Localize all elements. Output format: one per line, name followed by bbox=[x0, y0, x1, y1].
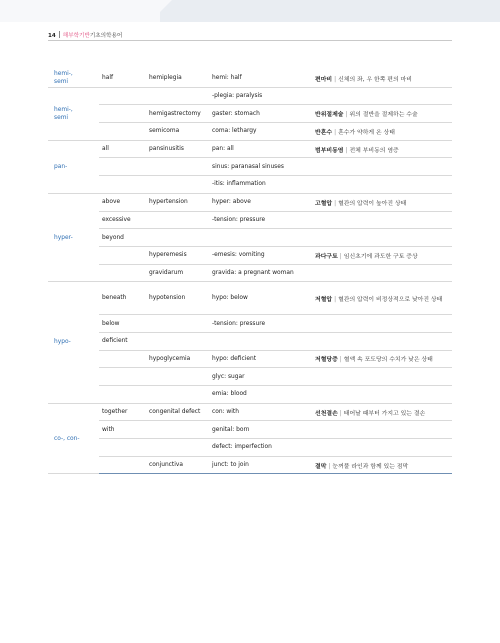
analysis-cell: genital: born bbox=[209, 421, 312, 439]
korean-term: 고혈압 bbox=[315, 200, 333, 207]
prefix-cell bbox=[48, 193, 99, 281]
korean-cell bbox=[312, 368, 452, 386]
prefix-text: pan- bbox=[54, 163, 68, 170]
top-tab-edge bbox=[150, 0, 172, 22]
korean-definition: 태어날 때부터 가지고 있는 결손 bbox=[343, 410, 426, 417]
korean-cell bbox=[312, 386, 452, 404]
top-tab bbox=[0, 0, 160, 22]
analysis-cell: -tension: pressure bbox=[209, 315, 312, 333]
prefix-text: hyper- bbox=[54, 234, 73, 241]
korean-term: 편마비 bbox=[315, 76, 333, 83]
separator: | bbox=[339, 410, 342, 417]
korean-cell bbox=[312, 70, 452, 87]
table-row bbox=[48, 158, 452, 176]
korean-cell bbox=[312, 176, 452, 194]
separator: | bbox=[339, 253, 342, 260]
korean-cell bbox=[312, 87, 452, 105]
term-cell bbox=[146, 176, 209, 194]
korean-definition: 혈관의 압력이 높아진 상태 bbox=[338, 200, 407, 207]
korean-term: 과다구토 bbox=[315, 253, 338, 260]
separator: | bbox=[334, 296, 337, 303]
meaning-cell bbox=[99, 176, 146, 194]
prefix-text: semi bbox=[54, 79, 69, 86]
running-header bbox=[48, 31, 122, 39]
analysis-cell: glyc: sugar bbox=[209, 368, 312, 386]
korean-definition: 위의 절반을 절제하는 수술 bbox=[349, 112, 418, 119]
meaning-cell: half bbox=[99, 70, 146, 87]
korean-cell bbox=[312, 246, 452, 264]
meaning-cell bbox=[99, 123, 146, 141]
korean-term: 범부비동염 bbox=[315, 147, 344, 154]
prefix-cell bbox=[48, 87, 99, 140]
korean-definition: 혈관의 압력이 비정상적으로 낮아진 상태 bbox=[338, 296, 443, 303]
korean-definition: 눈꺼풀 라인과 함께 있는 점막 bbox=[332, 463, 409, 470]
prefix-cell bbox=[48, 140, 99, 193]
analysis-cell: coma: lethargy bbox=[209, 123, 312, 141]
analysis-cell: gravida: a pregnant woman bbox=[209, 264, 312, 282]
table-row bbox=[48, 456, 452, 474]
term-cell bbox=[146, 229, 209, 247]
analysis-cell: hyper: above bbox=[209, 193, 312, 211]
meaning-cell bbox=[99, 439, 146, 457]
analysis-cell: pan: all bbox=[209, 140, 312, 158]
prefix-cell bbox=[48, 282, 99, 403]
korean-cell bbox=[312, 211, 452, 229]
term-cell bbox=[146, 211, 209, 229]
meaning-cell: excessive bbox=[99, 211, 146, 229]
korean-cell bbox=[312, 350, 452, 368]
korean-cell bbox=[312, 282, 452, 315]
table-row bbox=[48, 282, 452, 315]
korean-cell bbox=[312, 123, 452, 141]
analysis-cell: con: with bbox=[209, 403, 312, 421]
table-row bbox=[48, 350, 452, 368]
korean-cell bbox=[312, 105, 452, 123]
korean-cell bbox=[312, 421, 452, 439]
meaning-cell bbox=[99, 246, 146, 264]
analysis-cell: hypo: below bbox=[209, 282, 312, 315]
term-cell: hemiplegia bbox=[146, 70, 209, 87]
meaning-cell: above bbox=[99, 193, 146, 211]
header-rule bbox=[48, 40, 452, 41]
term-cell bbox=[146, 87, 209, 105]
korean-cell bbox=[312, 158, 452, 176]
term-cell bbox=[146, 315, 209, 333]
table-row bbox=[48, 211, 452, 229]
meaning-cell: all bbox=[99, 140, 146, 158]
analysis-cell: hemi: half bbox=[209, 70, 312, 87]
term-cell: hemigastrectomy bbox=[146, 105, 209, 123]
table-row bbox=[48, 140, 452, 158]
meaning-cell bbox=[99, 87, 146, 105]
prefix-text: co-, con- bbox=[54, 435, 80, 442]
term-cell bbox=[146, 386, 209, 404]
meaning-cell: deficient bbox=[99, 332, 146, 350]
korean-definition: 신체의 좌, 우 한쪽 편의 마비 bbox=[338, 76, 412, 83]
korean-cell bbox=[312, 229, 452, 247]
meaning-cell: below bbox=[99, 315, 146, 333]
term-cell bbox=[146, 332, 209, 350]
table-row bbox=[48, 229, 452, 247]
analysis-cell: -emesis: vomiting bbox=[209, 246, 312, 264]
table-row bbox=[48, 368, 452, 386]
term-cell bbox=[146, 439, 209, 457]
table-row bbox=[48, 264, 452, 282]
korean-term: 반위절제술 bbox=[315, 112, 344, 119]
table-row bbox=[48, 176, 452, 194]
page-number: 14 bbox=[48, 33, 56, 39]
meaning-cell bbox=[99, 264, 146, 282]
analysis-cell: -tension: pressure bbox=[209, 211, 312, 229]
book-title: 기초의학용어 bbox=[89, 33, 123, 39]
korean-cell bbox=[312, 403, 452, 421]
prefix-text: hypo- bbox=[54, 339, 71, 346]
meaning-cell: beyond bbox=[99, 229, 146, 247]
analysis-cell: defect: imperfection bbox=[209, 439, 312, 457]
prefix-text: hemi-, bbox=[54, 71, 73, 78]
table-row bbox=[48, 439, 452, 457]
table-row bbox=[48, 403, 452, 421]
table-row bbox=[48, 421, 452, 439]
korean-term: 결막 bbox=[315, 463, 327, 470]
korean-cell bbox=[312, 439, 452, 457]
analysis-cell: emia: blood bbox=[209, 386, 312, 404]
term-cell: congenital defect bbox=[146, 403, 209, 421]
meaning-cell bbox=[99, 105, 146, 123]
separator: | bbox=[334, 200, 337, 207]
separator: | bbox=[334, 76, 337, 83]
analysis-cell bbox=[209, 229, 312, 247]
table-row bbox=[48, 123, 452, 141]
section-name: 해부학기반 bbox=[62, 33, 90, 39]
analysis-cell: gaster: stomach bbox=[209, 105, 312, 123]
prefix-text: hemi-, bbox=[54, 106, 73, 113]
separator: | bbox=[339, 357, 342, 364]
table-row bbox=[48, 87, 452, 105]
table-row bbox=[48, 332, 452, 350]
meaning-cell bbox=[99, 386, 146, 404]
term-cell bbox=[146, 421, 209, 439]
meaning-cell bbox=[99, 456, 146, 474]
table-row bbox=[48, 315, 452, 333]
korean-term: 선천결손 bbox=[315, 410, 338, 417]
korean-cell bbox=[312, 193, 452, 211]
prefix-cell bbox=[48, 403, 99, 474]
prefix-cell bbox=[48, 70, 99, 87]
korean-definition: 전체 부비동의 염증 bbox=[349, 147, 399, 154]
term-cell: conjunctiva bbox=[146, 456, 209, 474]
analysis-cell: hypo: deficient bbox=[209, 350, 312, 368]
meaning-cell bbox=[99, 350, 146, 368]
term-cell: hypoglycemia bbox=[146, 350, 209, 368]
table-row bbox=[48, 193, 452, 211]
analysis-cell: sinus: paranasal sinuses bbox=[209, 158, 312, 176]
korean-term: 저혈당증 bbox=[315, 357, 338, 364]
table-row bbox=[48, 70, 452, 87]
term-cell: semicoma bbox=[146, 123, 209, 141]
meaning-cell: with bbox=[99, 421, 146, 439]
term-cell: hypertension bbox=[146, 193, 209, 211]
analysis-cell: -itis: inflammation bbox=[209, 176, 312, 194]
korean-term: 저혈압 bbox=[315, 296, 333, 303]
korean-cell bbox=[312, 140, 452, 158]
meaning-cell bbox=[99, 158, 146, 176]
meaning-cell: beneath bbox=[99, 282, 146, 315]
meaning-cell bbox=[99, 368, 146, 386]
separator: | bbox=[345, 112, 348, 119]
term-cell: gravidarum bbox=[146, 264, 209, 282]
korean-definition: 임신초기에 과도한 구토 증상 bbox=[343, 253, 418, 260]
korean-cell bbox=[312, 264, 452, 282]
korean-cell bbox=[312, 315, 452, 333]
analysis-cell: -plegia: paralysis bbox=[209, 87, 312, 105]
term-cell: hyperemesis bbox=[146, 246, 209, 264]
table-row bbox=[48, 246, 452, 264]
separator: | bbox=[345, 147, 348, 154]
analysis-cell bbox=[209, 332, 312, 350]
term-cell: pansinusitis bbox=[146, 140, 209, 158]
analysis-cell: junct: to join bbox=[209, 456, 312, 474]
korean-term: 반혼수 bbox=[315, 129, 333, 136]
korean-cell bbox=[312, 332, 452, 350]
terminology-table bbox=[48, 70, 452, 474]
prefix-text: semi bbox=[54, 114, 69, 121]
term-cell bbox=[146, 368, 209, 386]
header-divider bbox=[59, 31, 60, 38]
term-cell: hypotension bbox=[146, 282, 209, 315]
table-row bbox=[48, 386, 452, 404]
separator: | bbox=[334, 129, 337, 136]
term-cell bbox=[146, 158, 209, 176]
korean-definition: 혈액 속 포도당의 수치가 낮은 상태 bbox=[343, 357, 433, 364]
korean-cell bbox=[312, 456, 452, 474]
separator: | bbox=[328, 463, 331, 470]
meaning-cell: together bbox=[99, 403, 146, 421]
table-row bbox=[48, 105, 452, 123]
korean-definition: 혼수가 약하게 온 상태 bbox=[338, 129, 395, 136]
